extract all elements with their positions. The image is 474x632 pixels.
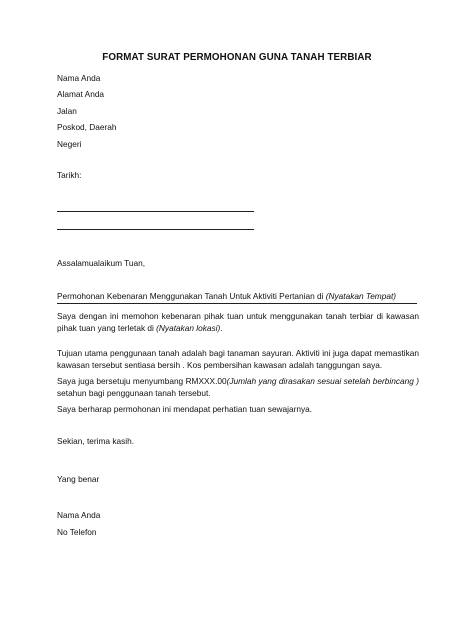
- paragraph-request: [57, 311, 419, 334]
- paragraph-hope: Saya berharap permohonan ini mendapat perhatian tuan sewajarnya.: [57, 404, 313, 414]
- subject-line: [57, 291, 417, 304]
- phone-label: No Telefon: [57, 527, 97, 537]
- sender-street: Jalan: [57, 106, 77, 116]
- subject-text: Permohonan Kebenaran Menggunakan Tanah Untuk Aktiviti Pertanian di: [57, 291, 326, 301]
- amount-placeholder: (Jumlah yang dirasakan sesuai setelah berbincang ): [226, 376, 419, 386]
- salutation: Assalamualaikum Tuan,: [57, 258, 146, 268]
- paragraph-purpose: Tujuan utama penggunaan tanah adalah bagi tanaman sayuran. Aktiviti ini juga dapat memastikan kawasan tersebut sentiasa bersih . Kos pembersihan kawasan adalah tanggungan saya.: [57, 348, 419, 370]
- paragraph-contribution-text: Saya juga bersetuju menyumbang RMXXX.00: [57, 376, 227, 386]
- location-placeholder: (Nyatakan lokasi): [156, 322, 221, 333]
- sender-postcode-district: Poskod, Daerah: [57, 122, 117, 132]
- recipient-line-1: [57, 211, 254, 212]
- paragraph-contribution: [57, 376, 419, 399]
- sender-address: Alamat Anda: [57, 89, 105, 99]
- subject-placeholder: (Nyatakan Tempat): [325, 291, 397, 301]
- signature-name: Nama Anda: [57, 510, 101, 520]
- sign-off: Yang benar: [57, 474, 100, 484]
- recipient-line-2: [57, 229, 254, 230]
- sender-name: Nama Anda: [57, 73, 101, 83]
- date-label: Tarikh:: [57, 170, 82, 180]
- paragraph-request-text: Saya dengan ini memohon kebenaran pihak tuan untuk menggunakan tanah terbiar di kawasan pihak tuan yang terletak di: [57, 311, 419, 333]
- paragraph-request-end: .: [220, 322, 223, 333]
- closing: Sekian, terima kasih.: [57, 436, 135, 446]
- sender-state: Negeri: [57, 139, 82, 149]
- paragraph-contribution-end: setahun bagi penggunaan tanah tersebut.: [57, 387, 211, 398]
- document-title: FORMAT SURAT PERMOHONAN GUNA TANAH TERBIAR: [102, 52, 372, 63]
